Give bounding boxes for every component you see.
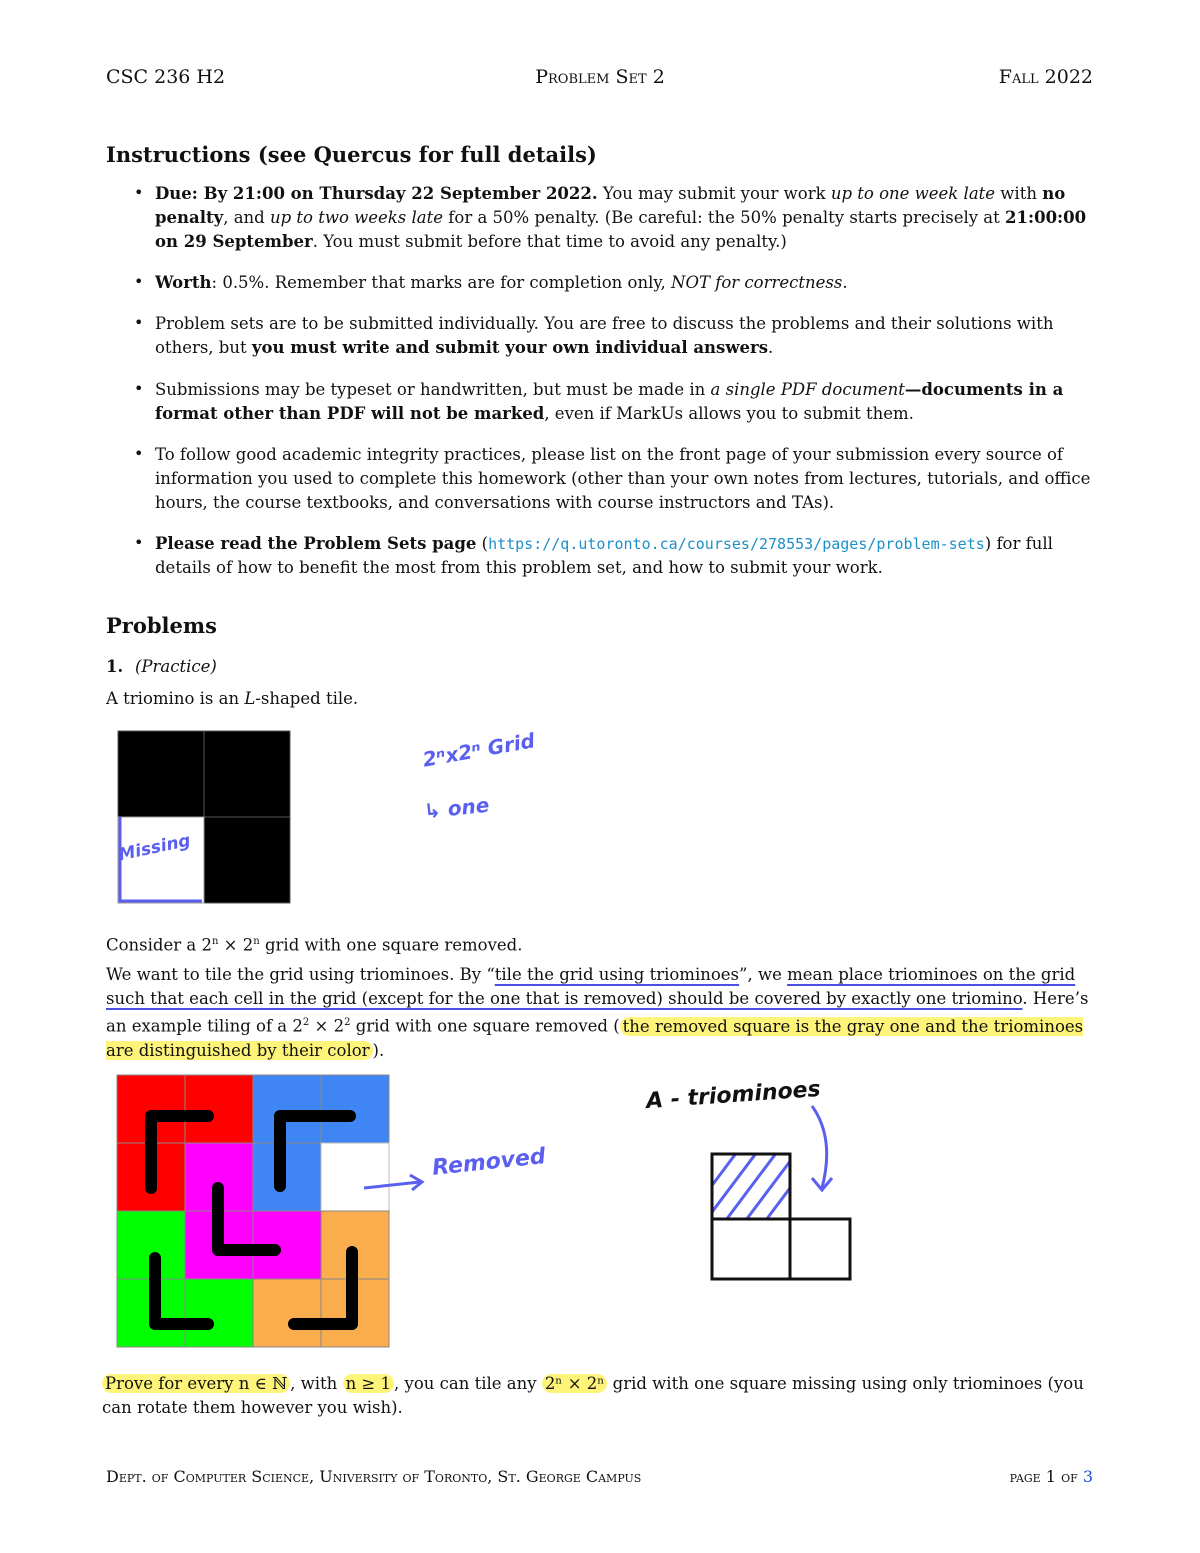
triomino-cell bbox=[204, 731, 290, 817]
text: : 0.5%. Remember that marks are for completion only, bbox=[211, 273, 671, 292]
text: . bbox=[768, 338, 774, 357]
consider-text bbox=[106, 930, 523, 958]
triomino-figure bbox=[110, 725, 300, 910]
problems-heading: Problems bbox=[106, 613, 217, 638]
text: × 2 bbox=[309, 1016, 345, 1036]
tile-cell bbox=[185, 1075, 253, 1143]
curved-arrow-icon bbox=[812, 1106, 827, 1188]
text: , with bbox=[290, 1374, 343, 1393]
footer-page bbox=[1010, 1467, 1093, 1486]
text: × 2 bbox=[218, 935, 254, 955]
text: you must write and submit your own individual answers bbox=[251, 338, 769, 357]
text: a single PDF document bbox=[710, 380, 905, 399]
triominoes-annotation: A - triominoes bbox=[645, 1076, 822, 1115]
problem-sets-link[interactable]: https://q.utoronto.ca/courses/278553/pages/problem-sets bbox=[488, 535, 985, 553]
text: Please read the Problem Sets page bbox=[155, 534, 477, 553]
text: n bbox=[253, 936, 260, 947]
text: , you can tile any bbox=[394, 1374, 542, 1393]
triomino-cell bbox=[118, 731, 204, 817]
text: Worth bbox=[155, 273, 212, 292]
text: grid with one square removed ( bbox=[350, 1016, 620, 1036]
text: ). bbox=[372, 1040, 385, 1060]
highlighted-text: 2ⁿ × 2ⁿ bbox=[542, 1374, 608, 1393]
highlighted-text: the removed square is the gray one and the triominoes are distinguished by their color bbox=[106, 1016, 1084, 1060]
submissions-item bbox=[155, 378, 1100, 426]
bullet-icon: • bbox=[134, 272, 144, 291]
text: We want to tile the grid using triominoes. By “ bbox=[106, 965, 495, 984]
tile-cell bbox=[253, 1143, 321, 1211]
underlined-text: mean place triominoes on the grid such that each cell in the grid (except for the one that is removed) should be covered by exactly one triomino bbox=[106, 965, 1076, 1008]
text: —documents in a format other than PDF will not be marked bbox=[155, 380, 1064, 423]
text: , even if MarkUs allows you to submit them. bbox=[544, 404, 914, 423]
text: Submissions may be typeset or handwritten, but must be made in bbox=[155, 380, 711, 399]
integrity-item: To follow good academic integrity practices, please list on the front page of your submission every source of information you used to complete this homework (other than your own notes from lectures, tutorials, and office hours, the course textbooks, and conversations with course instructors and TAs). bbox=[155, 445, 1091, 512]
text: Problem sets are to be submitted individually. You are free to discuss the problems and their solutions with others, but bbox=[155, 314, 1054, 357]
text: ( bbox=[476, 534, 489, 553]
text: up to two weeks late bbox=[269, 208, 444, 227]
text: NOT for correctness bbox=[671, 273, 843, 292]
bullet-icon: • bbox=[134, 379, 144, 398]
text: . You must submit before that time to avoid any penalty.) bbox=[312, 232, 787, 251]
text: Consider a 2 bbox=[106, 935, 212, 955]
text: ) for full details of how to benefit the most from this problem set, and how to submit your work. bbox=[155, 534, 1053, 577]
text: up to one week late bbox=[830, 184, 996, 203]
instructions-heading: Instructions (see Quercus for full details) bbox=[106, 142, 597, 167]
triomino-definition bbox=[106, 687, 358, 711]
due-item bbox=[155, 182, 1100, 254]
tiling-paragraph bbox=[106, 963, 1096, 1063]
grid-annotation: 2ⁿx2ⁿ Grid bbox=[420, 728, 537, 772]
tile-cell bbox=[185, 1279, 253, 1347]
text: no penalty bbox=[155, 184, 1066, 227]
read-item bbox=[155, 532, 1100, 580]
text: . Here’s an example tiling of a 2 bbox=[106, 989, 1089, 1036]
text: You may submit your work bbox=[597, 184, 831, 203]
one-annotation: ↳ one bbox=[422, 792, 491, 824]
removed-annotation: Removed bbox=[431, 1144, 547, 1181]
triomino-cell bbox=[204, 817, 290, 903]
hatch-line bbox=[700, 1148, 740, 1228]
text: page 1 of bbox=[1009, 1467, 1083, 1486]
text: 2 bbox=[302, 1017, 310, 1028]
tile-cell bbox=[321, 1075, 389, 1143]
triomino-sketch bbox=[700, 1098, 870, 1288]
due-date: Due: By 21:00 on Thursday 22 September 2022. bbox=[155, 184, 598, 203]
text: with bbox=[995, 184, 1043, 203]
bullet-icon: • bbox=[134, 444, 144, 463]
highlighted-text: Prove for every n ∈ ℕ bbox=[102, 1374, 290, 1393]
tile-cell bbox=[253, 1075, 321, 1143]
prove-statement bbox=[102, 1372, 1102, 1420]
text: A triomino is an bbox=[106, 689, 245, 708]
text: grid with one square removed. bbox=[259, 935, 523, 955]
text: ”, we bbox=[739, 965, 788, 984]
text: L bbox=[244, 689, 256, 708]
missing-annotation: Missing bbox=[116, 830, 193, 866]
text: n bbox=[211, 936, 219, 947]
removed-arrow-icon bbox=[360, 1168, 440, 1198]
header-title: Problem Set 2 bbox=[535, 66, 665, 88]
page-total-link[interactable]: 3 bbox=[1082, 1467, 1093, 1486]
worth-item bbox=[155, 271, 1100, 295]
text: , and bbox=[223, 208, 270, 227]
header-course: CSC 236 H2 bbox=[106, 66, 226, 88]
text: . bbox=[842, 273, 848, 292]
tiling-figure bbox=[110, 1068, 400, 1358]
text: 2 bbox=[344, 1017, 351, 1028]
underlined-text: tile the grid using triominoes bbox=[494, 965, 740, 984]
problem-number: 1. bbox=[106, 657, 124, 676]
tile-cell bbox=[253, 1279, 321, 1347]
bullet-icon: • bbox=[134, 533, 144, 552]
practice-label: (Practice) bbox=[135, 657, 217, 676]
text: for a 50% penalty. (Be careful: the 50% penalty starts precisely at bbox=[443, 208, 1006, 227]
bullet-icon: • bbox=[134, 313, 144, 332]
header-term: Fall 2022 bbox=[998, 66, 1093, 88]
individual-item bbox=[155, 312, 1100, 360]
text: 21:00:00 on 29 September bbox=[155, 208, 1087, 251]
footer-department: Dept. of Computer Science, University of Toronto, St. George Campus bbox=[106, 1467, 642, 1486]
highlighted-text: n ≥ 1 bbox=[343, 1374, 394, 1393]
text: grid with one square missing using only triominoes (you can rotate them however you wish). bbox=[102, 1374, 1084, 1417]
sketch-cell bbox=[712, 1219, 790, 1279]
bullet-icon: • bbox=[134, 183, 144, 202]
sketch-cell bbox=[790, 1219, 850, 1279]
text: -shaped tile. bbox=[255, 689, 359, 708]
